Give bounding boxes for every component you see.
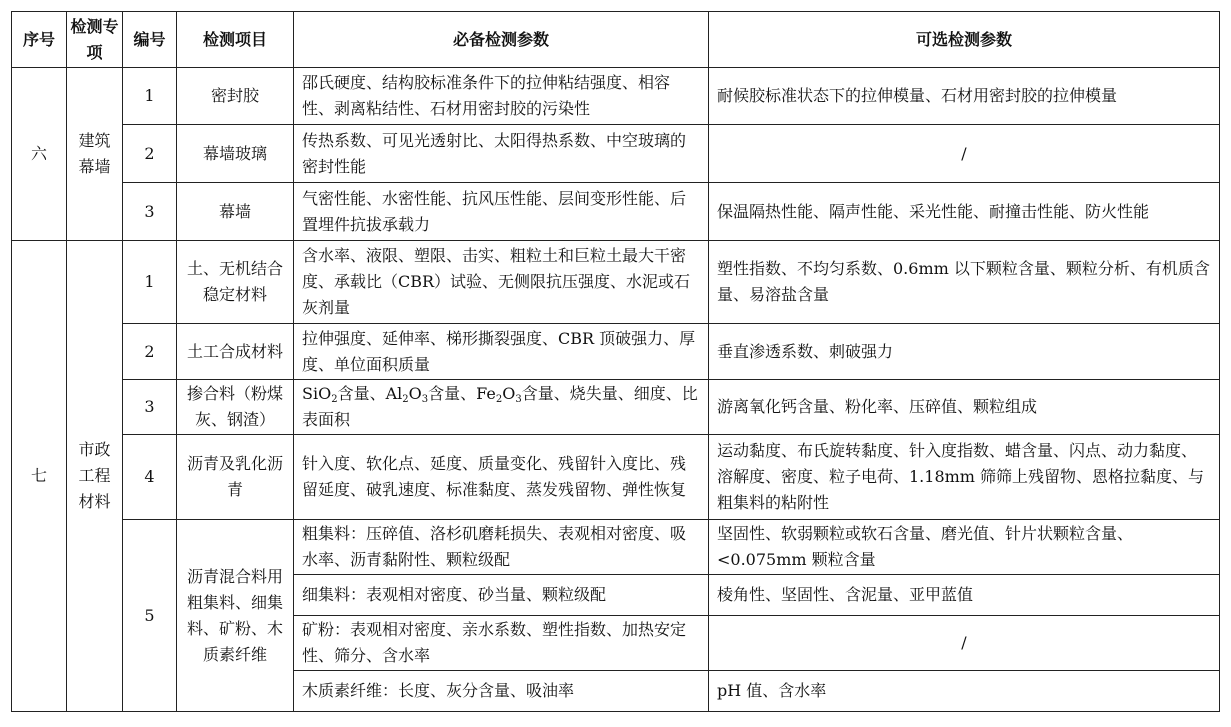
header-item: 检测项目 xyxy=(177,12,294,68)
header-required: 必备检测参数 xyxy=(294,12,709,68)
row-item: 土、无机结合稳定材料 xyxy=(177,241,294,324)
row-required: 矿粉：表观相对密度、亲水系数、塑性指数、加热安定性、筛分、含水率 xyxy=(294,616,709,671)
subscript: 3 xyxy=(421,394,429,405)
table-row xyxy=(12,241,1220,324)
row-num: 2 xyxy=(123,125,177,183)
row-required: 粗集料：压碎值、洛杉矶磨耗损失、表观相对密度、吸水率、沥青黏附性、颗粒级配 xyxy=(294,520,709,575)
table-row xyxy=(12,68,1220,125)
row-optional: / xyxy=(709,616,1220,671)
row-num: 3 xyxy=(123,183,177,241)
row-required: 含水率、液限、塑限、击实、粗粒土和巨粒土最大干密度、承载比（CBR）试验、无侧限抗压强度、水泥或石灰剂量 xyxy=(294,241,709,324)
fe-text: Fe xyxy=(476,384,496,403)
header-category: 检测专项 xyxy=(67,12,123,68)
row-num: 5 xyxy=(123,520,177,712)
row-item: 土工合成材料 xyxy=(177,324,294,380)
row-optional: pH 值、含水率 xyxy=(709,671,1220,712)
row-optional: / xyxy=(709,125,1220,183)
row-required: 邵氏硬度、结构胶标准条件下的拉伸粘结强度、相容性、剥离粘结性、石材用密封胶的污染性 xyxy=(294,68,709,125)
section-category: 建筑幕墙 xyxy=(67,68,123,241)
table-row xyxy=(12,183,1220,241)
row-item: 密封胶 xyxy=(177,68,294,125)
header-row xyxy=(12,12,1220,68)
subscript: 2 xyxy=(495,394,503,405)
header-optional: 可选检测参数 xyxy=(709,12,1220,68)
sio2-text: SiO xyxy=(302,384,332,403)
row-num: 4 xyxy=(123,435,177,520)
row-item: 沥青及乳化沥青 xyxy=(177,435,294,520)
row-required: 木质素纤维：长度、灰分含量、吸油率 xyxy=(294,671,709,712)
row-num: 2 xyxy=(123,324,177,380)
row-optional: 棱角性、坚固性、含泥量、亚甲蓝值 xyxy=(709,575,1220,616)
al-text: Al xyxy=(385,384,403,403)
table-row xyxy=(12,520,1220,575)
row-num: 3 xyxy=(123,380,177,435)
subscript: 2 xyxy=(331,394,338,405)
row-item: 沥青混合料用粗集料、细集料、矿粉、木质素纤维 xyxy=(177,520,294,712)
table-row xyxy=(12,125,1220,183)
header-num: 编号 xyxy=(123,12,177,68)
row-required: 气密性能、水密性能、抗风压性能、层间变形性能、后置埋件抗拔承载力 xyxy=(294,183,709,241)
row-optional: 塑性指数、不均匀系数、0.6mm 以下颗粒含量、颗粒分析、有机质含量、易溶盐含量 xyxy=(709,241,1220,324)
subscript: 2 xyxy=(402,394,409,405)
row-optional: 耐候胶标准状态下的拉伸模量、石材用密封胶的拉伸模量 xyxy=(709,68,1220,125)
al-tail: 含量、 xyxy=(428,384,477,403)
subscript: 3 xyxy=(515,394,522,405)
table-row xyxy=(12,435,1220,520)
table-row xyxy=(12,380,1220,435)
fe-mid: O xyxy=(502,384,516,403)
row-optional: 运动黏度、布氏旋转黏度、针入度指数、蜡含量、闪点、动力黏度、溶解度、密度、粒子电荷、1.18mm 筛筛上残留物、恩格拉黏度、与粗集料的粘附性 xyxy=(709,435,1220,520)
row-num: 1 xyxy=(123,241,177,324)
detection-parameters-table xyxy=(11,11,1220,712)
sio2-tail: 含量、 xyxy=(337,384,386,403)
row-required: 针入度、软化点、延度、质量变化、残留针入度比、残留延度、破乳速度、标准黏度、蒸发残留物、弹性恢复 xyxy=(294,435,709,520)
row-optional: 坚固性、软弱颗粒或软石含量、磨光值、针片状颗粒含量、<0.075mm 颗粒含量 xyxy=(709,520,1220,575)
row-item: 幕墙玻璃 xyxy=(177,125,294,183)
row-required: 细集料：表观相对密度、砂当量、颗粒级配 xyxy=(294,575,709,616)
section-category: 市政工程材料 xyxy=(67,241,123,712)
row-required: 传热系数、可见光透射比、太阳得热系数、中空玻璃的密封性能 xyxy=(294,125,709,183)
row-optional: 游离氧化钙含量、粉化率、压碎值、颗粒组成 xyxy=(709,380,1220,435)
table-row xyxy=(12,324,1220,380)
row-num: 1 xyxy=(123,68,177,125)
al-mid: O xyxy=(408,384,422,403)
row-required: 拉伸强度、延伸率、梯形撕裂强度、CBR 顶破强力、厚度、单位面积质量 xyxy=(294,324,709,380)
section-seq: 六 xyxy=(12,68,67,241)
row-required xyxy=(294,380,709,435)
row-optional: 垂直渗透系数、刺破强力 xyxy=(709,324,1220,380)
row-item: 幕墙 xyxy=(177,183,294,241)
header-seq: 序号 xyxy=(12,12,67,68)
row-optional: 保温隔热性能、隔声性能、采光性能、耐撞击性能、防火性能 xyxy=(709,183,1220,241)
section-seq: 七 xyxy=(12,241,67,712)
fe-tail: 含量、烧失量、细度、比表面积 xyxy=(302,384,698,429)
row-item: 掺合料（粉煤灰、钢渣） xyxy=(177,380,294,435)
